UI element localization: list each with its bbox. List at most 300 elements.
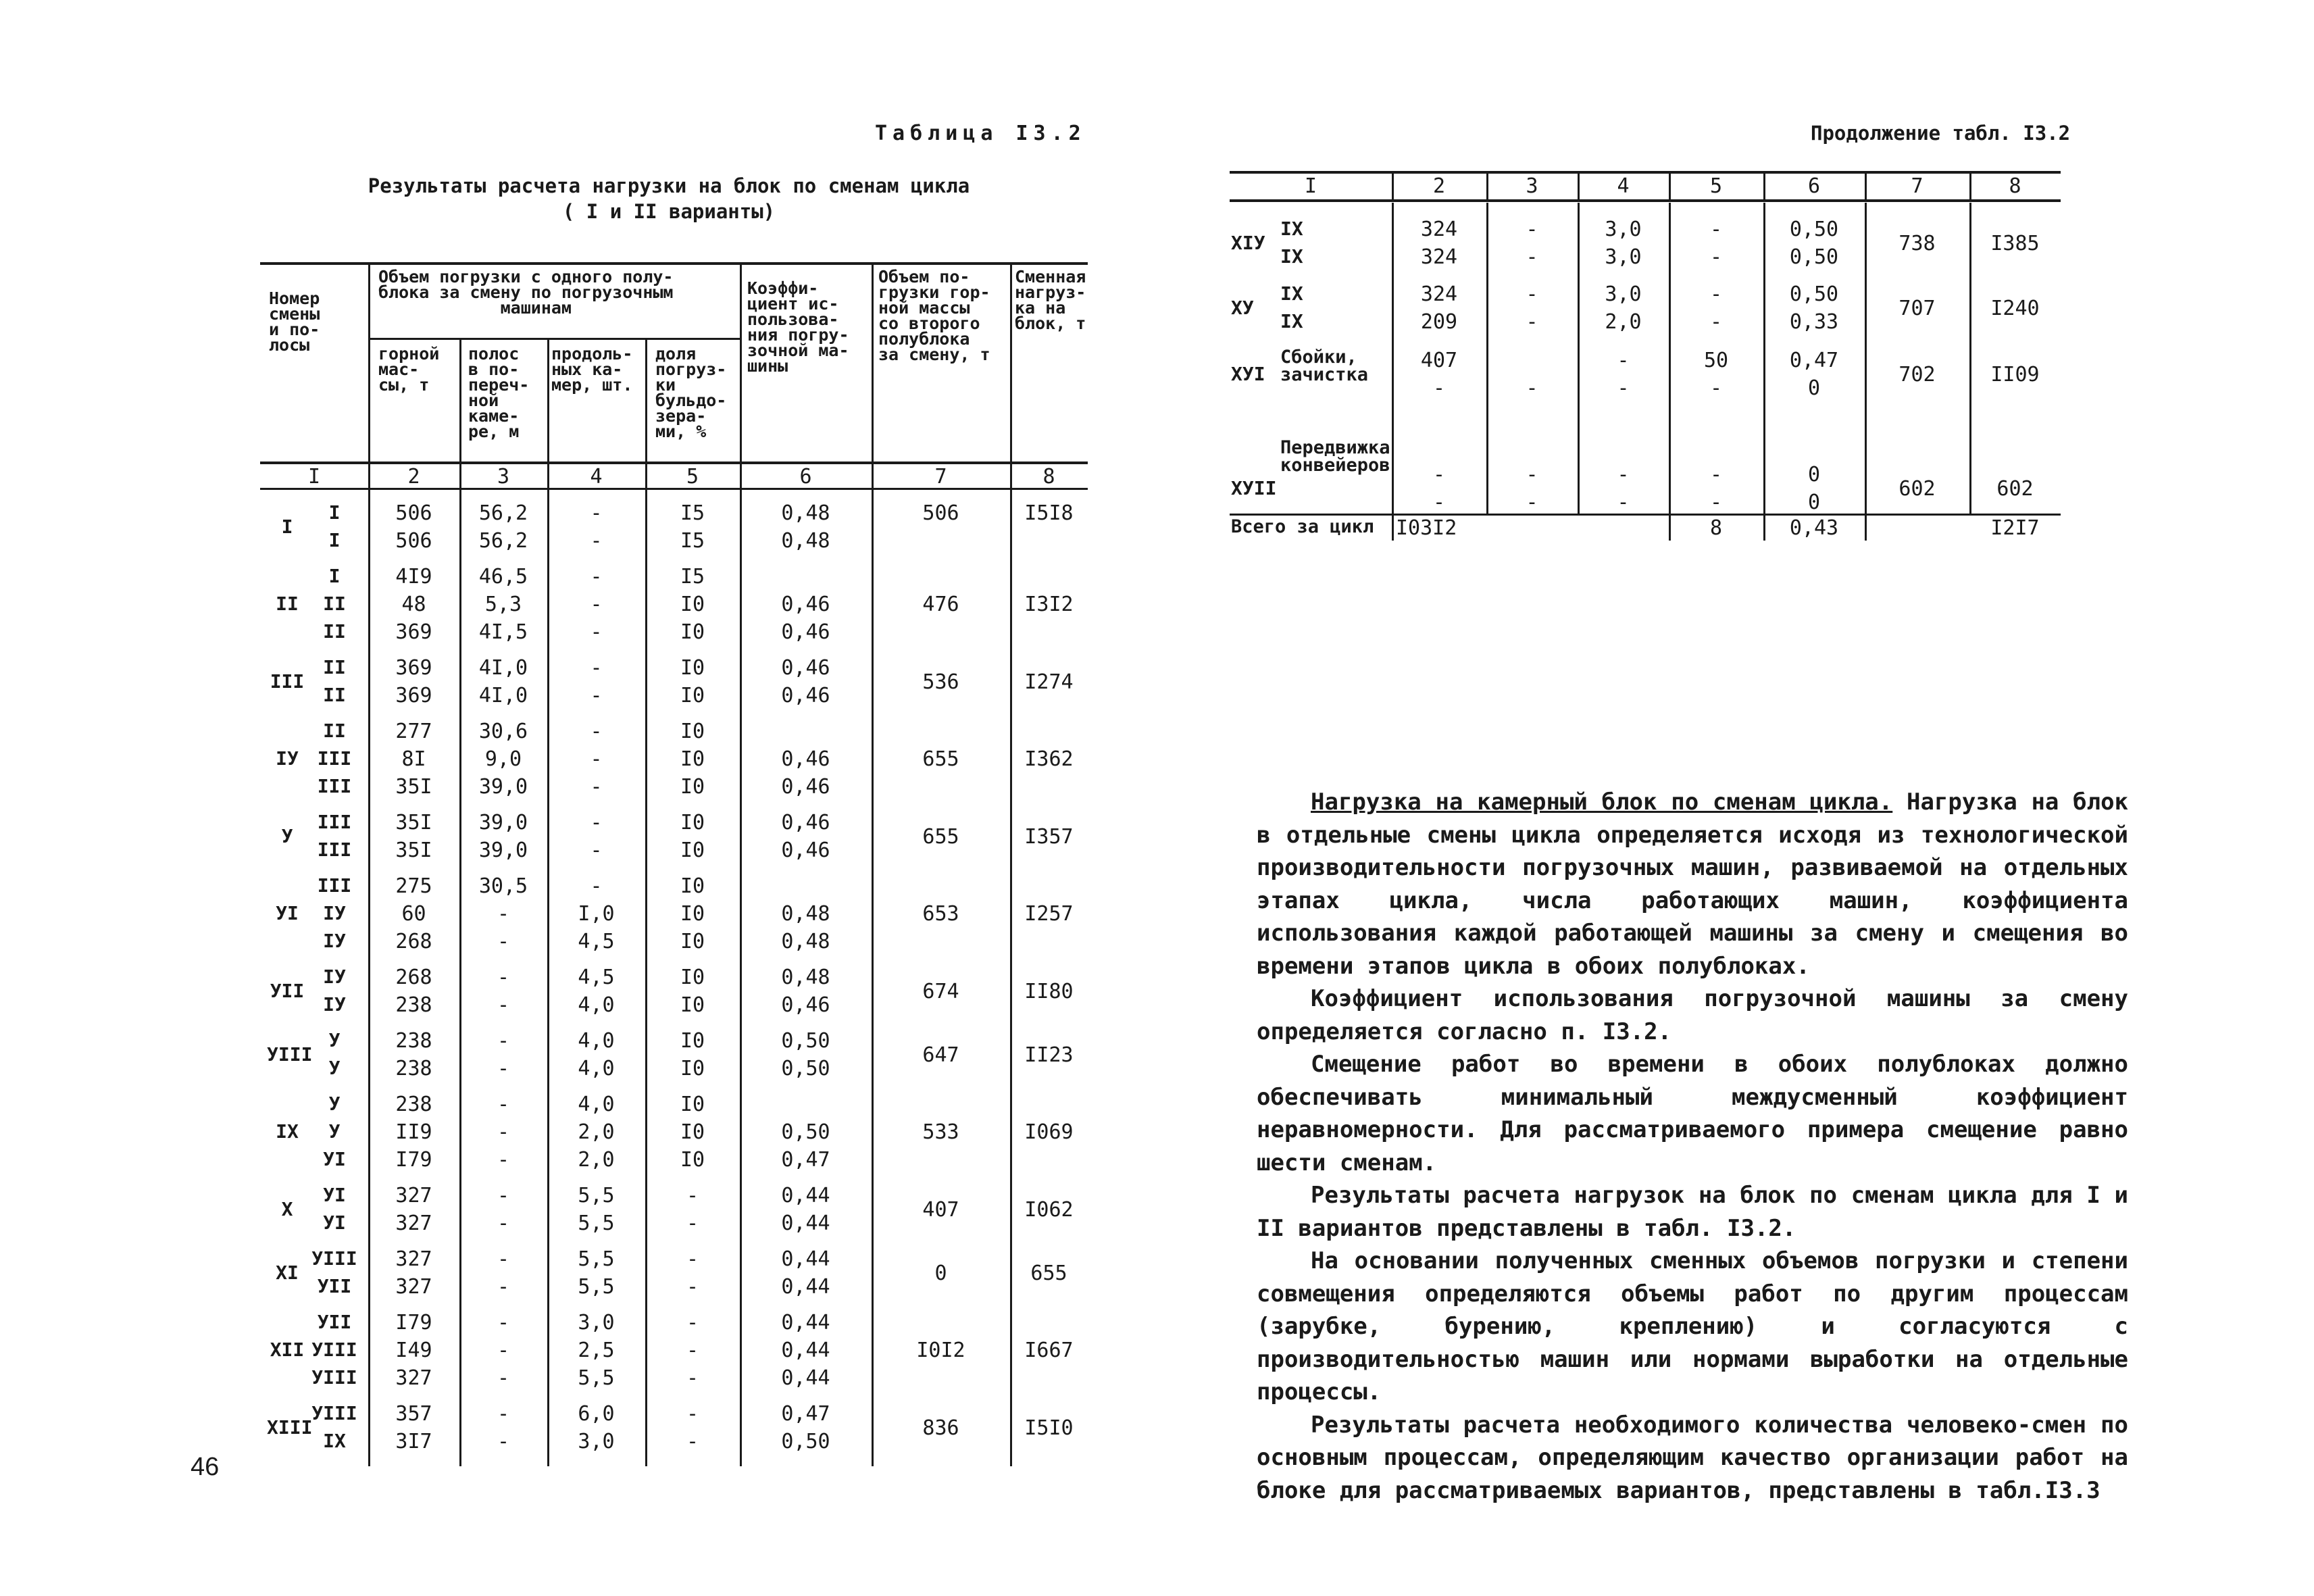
table-cell: 0,46 xyxy=(781,656,830,680)
column-number: 4 xyxy=(590,465,603,489)
table-cell: 407 xyxy=(922,1197,959,1222)
total-cell: I03I2 xyxy=(1396,516,1457,540)
table-cell: I362 xyxy=(1024,747,1074,771)
table-cell: 268 xyxy=(395,966,432,989)
strip-label: У xyxy=(328,1120,341,1143)
column-header: Номер смены и по- лосы xyxy=(269,289,320,355)
table-cell: - xyxy=(686,1275,699,1299)
total-cell: I2I7 xyxy=(1990,516,2040,540)
table-cell: - xyxy=(497,1339,510,1362)
table-cell: 275 xyxy=(395,874,432,898)
table-cell: - xyxy=(1617,491,1630,514)
table-cell: 3,0 xyxy=(1605,282,1642,306)
table-cell: I257 xyxy=(1024,902,1074,926)
table-cell: 0,48 xyxy=(781,930,830,953)
rule-line xyxy=(260,462,1088,464)
table-cell: - xyxy=(686,1184,699,1207)
rule-line xyxy=(260,262,1088,265)
column-header: Объем по- грузки гор- ной массы со второго полублока за смену, т xyxy=(878,267,990,364)
table-cell: 3,0 xyxy=(578,1430,615,1453)
table-cell: 0,47 xyxy=(781,1402,830,1426)
table-cell: 327 xyxy=(395,1247,432,1271)
table-cell: - xyxy=(1432,376,1446,400)
table-cell: 655 xyxy=(922,824,959,849)
table-cell: 324 xyxy=(1420,282,1458,306)
column-number: 3 xyxy=(1526,174,1538,198)
table-cell: - xyxy=(1526,310,1538,334)
table-cell: 238 xyxy=(395,1093,432,1116)
shift-label: II xyxy=(276,593,299,615)
table-cell: 4,5 xyxy=(578,930,615,953)
row-label: Передвижка конвейеров xyxy=(1280,437,1390,476)
column-line xyxy=(1865,514,1867,541)
table-cell: I357 xyxy=(1024,824,1074,849)
table-cell: 3,0 xyxy=(1605,245,1642,269)
table-cell: - xyxy=(686,1402,699,1426)
table-cell: 0,50 xyxy=(1789,282,1839,306)
table-cell: - xyxy=(1526,463,1538,487)
table-cell: 0,48 xyxy=(781,529,830,553)
table-cell: - xyxy=(497,1366,510,1390)
table-cell: I062 xyxy=(1024,1197,1074,1222)
table-cell: II80 xyxy=(1024,979,1074,1003)
table-cell: 0,46 xyxy=(781,811,830,834)
table-cell: 4I9 xyxy=(395,565,432,589)
table-cell: I0 xyxy=(680,656,705,680)
table-cell: - xyxy=(497,1430,510,1453)
table-cell: 0,50 xyxy=(781,1057,830,1080)
table-cell: 4I,5 xyxy=(478,620,528,644)
table-cell: 0,50 xyxy=(1789,218,1839,241)
shift-label: I xyxy=(281,515,293,538)
table-cell: I,0 xyxy=(578,902,615,926)
table-cell: 476 xyxy=(922,593,959,616)
table-cell: I3I2 xyxy=(1024,593,1074,616)
strip-label: IУ xyxy=(323,993,346,1016)
table-cell: 0,44 xyxy=(781,1366,830,1390)
strip-label: III xyxy=(317,775,352,797)
table-cell: - xyxy=(590,593,603,616)
column-header: горной мас- сы, т xyxy=(378,344,440,395)
strip-label: III xyxy=(317,839,352,861)
table-cell: - xyxy=(590,839,603,862)
table-cell: 327 xyxy=(395,1212,432,1235)
table-cell: - xyxy=(1617,463,1630,487)
column-number: 4 xyxy=(1617,174,1630,198)
strip-label: IX xyxy=(323,1430,346,1452)
table-cell: 3,0 xyxy=(578,1311,615,1335)
shift-label: III xyxy=(270,670,305,693)
table-cell: - xyxy=(1617,349,1630,372)
table-cell: 5,5 xyxy=(578,1184,615,1207)
table-cell: 268 xyxy=(395,930,432,953)
table-cell: 0 xyxy=(1807,376,1821,400)
column-number: 5 xyxy=(686,465,699,489)
table-cell: - xyxy=(1432,463,1446,487)
table-cell: - xyxy=(686,1366,699,1390)
strip-label: УIII xyxy=(311,1339,357,1361)
column-number: 2 xyxy=(407,465,420,489)
strip-label: УIII xyxy=(311,1366,357,1389)
shift-label: XII xyxy=(270,1339,305,1361)
paragraph: На основании полученных сменных объемов погрузки и степени совмещения определяются объемы работ по другим процессам (зарубке, бурению, креплению) и согласуются с производительностью машин или нормами выработки на отдельные процессы. xyxy=(1257,1247,2128,1405)
table-cell: 0 xyxy=(1807,491,1821,514)
strip-label: УI xyxy=(323,1184,346,1206)
table-cell: 238 xyxy=(395,993,432,1017)
table-cell: 0,46 xyxy=(781,839,830,862)
table-cell: 647 xyxy=(922,1043,959,1067)
table-cell: - xyxy=(590,720,603,743)
column-header: полос в по- переч- ной каме- ре, м xyxy=(468,344,530,441)
table-cell: - xyxy=(497,1148,510,1172)
strip-label: II xyxy=(323,656,346,678)
column-number: 8 xyxy=(1042,465,1055,489)
column-line xyxy=(1010,262,1012,488)
column-number: 7 xyxy=(1911,174,1923,198)
table-title: Таблица I3.2 xyxy=(875,122,1086,145)
table-cell: I0 xyxy=(680,874,705,898)
table-cell: - xyxy=(497,966,510,989)
table-cell: I069 xyxy=(1024,1120,1074,1144)
shift-label: XIУ xyxy=(1231,231,1265,254)
table-cell: 0,44 xyxy=(781,1184,830,1207)
table-cell: I5 xyxy=(680,529,705,553)
table-cell: 238 xyxy=(395,1057,432,1080)
table-cell: - xyxy=(590,747,603,771)
table-cell: 46,5 xyxy=(478,565,528,589)
table-cell: - xyxy=(686,1212,699,1235)
table-cell: 327 xyxy=(395,1184,432,1207)
table-cell: - xyxy=(1526,282,1538,306)
table-cell: - xyxy=(497,1247,510,1271)
table-cell: 4,0 xyxy=(578,1057,615,1080)
strip-label: УIII xyxy=(311,1402,357,1424)
table-cell: I0 xyxy=(680,747,705,771)
table-cell: I240 xyxy=(1990,296,2040,320)
table-cell: 0,46 xyxy=(781,620,830,644)
table-cell: - xyxy=(497,1402,510,1426)
table-cell: I274 xyxy=(1024,670,1074,694)
table-cell: 707 xyxy=(1898,296,1936,320)
strip-label: II xyxy=(323,620,346,643)
table-cell: - xyxy=(1526,218,1538,241)
table-cell: I5I0 xyxy=(1024,1416,1074,1440)
table-cell: 702 xyxy=(1898,362,1936,386)
column-line xyxy=(1010,488,1012,1466)
table-cell: 30,6 xyxy=(478,720,528,743)
paragraph: Коэффициент использования погрузочной машины за смену определяется согласно п. I3.2. xyxy=(1257,985,2128,1045)
body-text xyxy=(1257,786,2128,1507)
table-cell: I0 xyxy=(680,930,705,953)
rule-line xyxy=(1230,171,2061,174)
table-cell: - xyxy=(1709,245,1723,269)
table-cell: I0 xyxy=(680,1093,705,1116)
table-cell: 0,47 xyxy=(781,1148,830,1172)
shift-label: УI xyxy=(276,902,299,924)
table-cell: 324 xyxy=(1420,245,1458,269)
table-cell: 506 xyxy=(395,501,432,525)
strip-label: IУ xyxy=(323,902,346,924)
table-cell: 655 xyxy=(922,747,959,771)
shift-label: УII xyxy=(270,979,305,1002)
table-cell: I0 xyxy=(680,720,705,743)
table-cell: 2,0 xyxy=(578,1120,615,1144)
shift-label: XУ xyxy=(1231,296,1254,319)
table-cell: 369 xyxy=(395,656,432,680)
strip-label: У xyxy=(328,1093,341,1115)
column-line xyxy=(872,262,874,488)
table-cell: 0,50 xyxy=(781,1430,830,1453)
table-cell: I0 xyxy=(680,811,705,834)
table-cell: 56,2 xyxy=(478,501,528,525)
table-cell: - xyxy=(1617,376,1630,400)
column-line xyxy=(740,262,742,488)
table-cell: 369 xyxy=(395,620,432,644)
table-cell: 0,44 xyxy=(781,1339,830,1362)
table-cell: 0,48 xyxy=(781,902,830,926)
table-cell: 836 xyxy=(922,1416,959,1440)
table-cell: 35I xyxy=(395,839,432,862)
table-cell: - xyxy=(1709,376,1723,400)
table-cell: 30,5 xyxy=(478,874,528,898)
table-cell: - xyxy=(590,656,603,680)
table-cell: 357 xyxy=(395,1402,432,1426)
table-cell: 3,0 xyxy=(1605,218,1642,241)
table-cell: 533 xyxy=(922,1120,959,1144)
table-cell: 0,44 xyxy=(781,1247,830,1271)
table-cell: 50 xyxy=(1703,349,1729,372)
column-number: 2 xyxy=(1432,174,1446,198)
shift-label: XI xyxy=(276,1261,299,1284)
table-cell: 655 xyxy=(1030,1261,1067,1285)
table-cell: I79 xyxy=(395,1311,432,1335)
table-cell: 4,0 xyxy=(578,1093,615,1116)
table-cell: - xyxy=(590,811,603,834)
table-cell: 60 xyxy=(401,902,426,926)
table-cell: 0,46 xyxy=(781,775,830,799)
table-cell: 0,46 xyxy=(781,593,830,616)
table-cell: I0 xyxy=(680,839,705,862)
table-cell: 4,0 xyxy=(578,1029,615,1053)
table-cell: 0,50 xyxy=(1789,245,1839,269)
paragraph: Результаты расчета нагрузок на блок по сменам цикла для I и II вариантов представлены в табл. I3.2. xyxy=(1257,1182,2128,1242)
section-heading: Нагрузка на камерный блок по сменам цикла. xyxy=(1311,789,1893,816)
table-cell: 0 xyxy=(934,1261,947,1285)
table-cell: - xyxy=(1526,376,1538,400)
table-cell: 324 xyxy=(1420,218,1458,241)
table-cell: 0,50 xyxy=(781,1120,830,1144)
table-cell: I0 xyxy=(680,1120,705,1144)
continuation-title: Продолжение табл. I3.2 xyxy=(1811,122,2071,145)
table-cell: - xyxy=(497,930,510,953)
table-cell: 4,5 xyxy=(578,966,615,989)
strip-label: IX xyxy=(1280,218,1303,240)
table-cell: 407 xyxy=(1420,349,1458,372)
strip-label: I xyxy=(328,529,341,551)
column-header: Коэффи- циент ис- пользова- ния погру- зочной ма- шины xyxy=(747,278,849,376)
strip-label: I xyxy=(328,501,341,524)
column-number: 7 xyxy=(934,465,947,489)
table-cell: - xyxy=(590,684,603,707)
rule-line xyxy=(1230,199,2061,202)
table-cell: 0,46 xyxy=(781,993,830,1017)
table-cell: 0,46 xyxy=(781,747,830,771)
table-cell: 238 xyxy=(395,1029,432,1053)
table-cell: 327 xyxy=(395,1275,432,1299)
table-cell: - xyxy=(686,1247,699,1271)
strip-label: II xyxy=(323,684,346,706)
table-cell: I0 xyxy=(680,1057,705,1080)
table-cell: 5,5 xyxy=(578,1366,615,1390)
table-cell: I0 xyxy=(680,1148,705,1172)
table-cell: - xyxy=(686,1311,699,1335)
table-cell: 0,33 xyxy=(1789,310,1839,334)
row-label: Сбойки, зачистка xyxy=(1280,347,1369,385)
table-cell: - xyxy=(590,874,603,898)
table-cell: II09 xyxy=(1990,362,2040,386)
strip-label: У xyxy=(328,1029,341,1051)
table-cell: I49 xyxy=(395,1339,432,1362)
table-cell: II23 xyxy=(1024,1043,1074,1067)
table-cell: 0,44 xyxy=(781,1275,830,1299)
table-cell: I0 xyxy=(680,1029,705,1053)
column-group-header: Объем погрузки с одного полу- блока за смену по погрузочным машинам xyxy=(378,267,674,318)
table-cell: 0,47 xyxy=(1789,349,1839,372)
table-cell: 56,2 xyxy=(478,529,528,553)
table-cell: - xyxy=(590,620,603,644)
table-cell: I667 xyxy=(1024,1339,1074,1362)
strip-label: УI xyxy=(323,1148,346,1170)
strip-label: III xyxy=(317,874,352,897)
column-number: 3 xyxy=(497,465,510,489)
table-cell: 369 xyxy=(395,684,432,707)
table-cell: - xyxy=(590,529,603,553)
table-cell: - xyxy=(590,775,603,799)
table-cell: 506 xyxy=(395,529,432,553)
table-cell: I385 xyxy=(1990,231,2040,255)
table-cell: - xyxy=(497,1311,510,1335)
strip-label: III xyxy=(317,747,352,770)
table-cell: - xyxy=(497,1057,510,1080)
shift-label: X xyxy=(281,1197,293,1220)
table-cell: - xyxy=(497,902,510,926)
table-cell: - xyxy=(590,501,603,525)
table-cell: 5,3 xyxy=(484,593,522,616)
table-cell: I0 xyxy=(680,775,705,799)
table-cell: 0,48 xyxy=(781,501,830,525)
table-cell: 602 xyxy=(1996,476,2034,501)
table-cell: 0,48 xyxy=(781,966,830,989)
table-cell: 506 xyxy=(922,501,959,525)
table-cell: I0 xyxy=(680,966,705,989)
table-cell: 0,44 xyxy=(781,1212,830,1235)
strip-label: IX xyxy=(1280,282,1303,305)
table-cell: I0 xyxy=(680,902,705,926)
table-cell: 48 xyxy=(401,593,426,616)
table-cell: 0,50 xyxy=(781,1029,830,1053)
table-cell: I0 xyxy=(680,593,705,616)
table-cell: 35I xyxy=(395,811,432,834)
column-number: 5 xyxy=(1709,174,1723,198)
strip-label: II xyxy=(323,720,346,742)
strip-label: IX xyxy=(1280,310,1303,332)
table-cell: 0,44 xyxy=(781,1311,830,1335)
column-line xyxy=(368,262,370,488)
table-cell: 39,0 xyxy=(478,775,528,799)
table-cell: 738 xyxy=(1898,231,1936,255)
table-cell: 4,0 xyxy=(578,993,615,1017)
table-cell: II9 xyxy=(395,1120,432,1144)
table-cell: 602 xyxy=(1898,476,1936,501)
paragraph: Смещение работ во времени в обоих полублоках должно обеспечивать минимальный междусменный коэффициент неравномерности. Для рассматриваемого примера смещение равно шести сменам. xyxy=(1257,1051,2128,1176)
column-number: 6 xyxy=(799,465,812,489)
shift-label: IX xyxy=(276,1120,299,1143)
table-cell: 2,0 xyxy=(578,1148,615,1172)
column-number: I xyxy=(307,465,321,489)
table-cell: 5,5 xyxy=(578,1247,615,1271)
strip-label: IX xyxy=(1280,245,1303,268)
table-cell: I0 xyxy=(680,993,705,1017)
table-cell: 9,0 xyxy=(484,747,522,771)
table-cell: 3I7 xyxy=(395,1430,432,1453)
strip-label: IУ xyxy=(323,930,346,952)
table-cell: - xyxy=(497,1184,510,1207)
strip-label: III xyxy=(317,811,352,833)
table-caption: Результаты расчета нагрузки на блок по сменам цикла xyxy=(368,174,970,197)
table-cell: I0I2 xyxy=(916,1339,965,1362)
shift-label: У xyxy=(281,824,293,847)
total-cell: 0,43 xyxy=(1789,516,1839,540)
strip-label: УII xyxy=(317,1311,352,1333)
table-caption-sub: ( I и II варианты) xyxy=(562,200,776,223)
table-cell: - xyxy=(497,1093,510,1116)
table-cell: - xyxy=(686,1339,699,1362)
table-cell: - xyxy=(497,1029,510,1053)
table-cell: I5I8 xyxy=(1024,501,1074,525)
table-cell: - xyxy=(497,1120,510,1144)
strip-label: У xyxy=(328,1057,341,1079)
strip-label: I xyxy=(328,565,341,587)
column-number: 6 xyxy=(1807,174,1821,198)
strip-label: IУ xyxy=(323,966,346,988)
table-cell: - xyxy=(1709,218,1723,241)
total-label: Всего за цикл xyxy=(1231,516,1374,537)
shift-label: УIII xyxy=(267,1043,313,1066)
total-cell: 8 xyxy=(1709,516,1723,540)
table-cell: - xyxy=(497,993,510,1017)
column-line xyxy=(872,488,874,1466)
table-cell: 277 xyxy=(395,720,432,743)
table-cell: 2,5 xyxy=(578,1339,615,1362)
table-cell: I5 xyxy=(680,565,705,589)
table-cell: - xyxy=(1432,491,1446,514)
table-cell: 35I xyxy=(395,775,432,799)
strip-label: II xyxy=(323,593,346,615)
table-cell: - xyxy=(1709,463,1723,487)
shift-label: IУ xyxy=(276,747,299,770)
table-cell: - xyxy=(1526,245,1538,269)
table-cell: 536 xyxy=(922,670,959,694)
column-number: I xyxy=(1304,174,1317,198)
table-cell: - xyxy=(590,565,603,589)
table-cell: 4I,0 xyxy=(478,684,528,707)
column-header: доля погруз- ки бульдо- зера- ми, % xyxy=(655,344,727,441)
strip-label: УI xyxy=(323,1212,346,1234)
strip-label: УIII xyxy=(311,1247,357,1270)
rule-line xyxy=(368,338,740,340)
column-header: Сменная нагруз- ка на блок, т xyxy=(1015,267,1086,333)
paragraph: Нагрузка на блок в отдельные смены цикла определяется исходя из технологической производительности погрузочных машин, развиваемой на отдельных этапах цикла, числа работающих машин, коэффициента использования каждой работающей машины за смену и смещения во времени этапов цикла в обоих полублоках. xyxy=(1257,789,2129,980)
